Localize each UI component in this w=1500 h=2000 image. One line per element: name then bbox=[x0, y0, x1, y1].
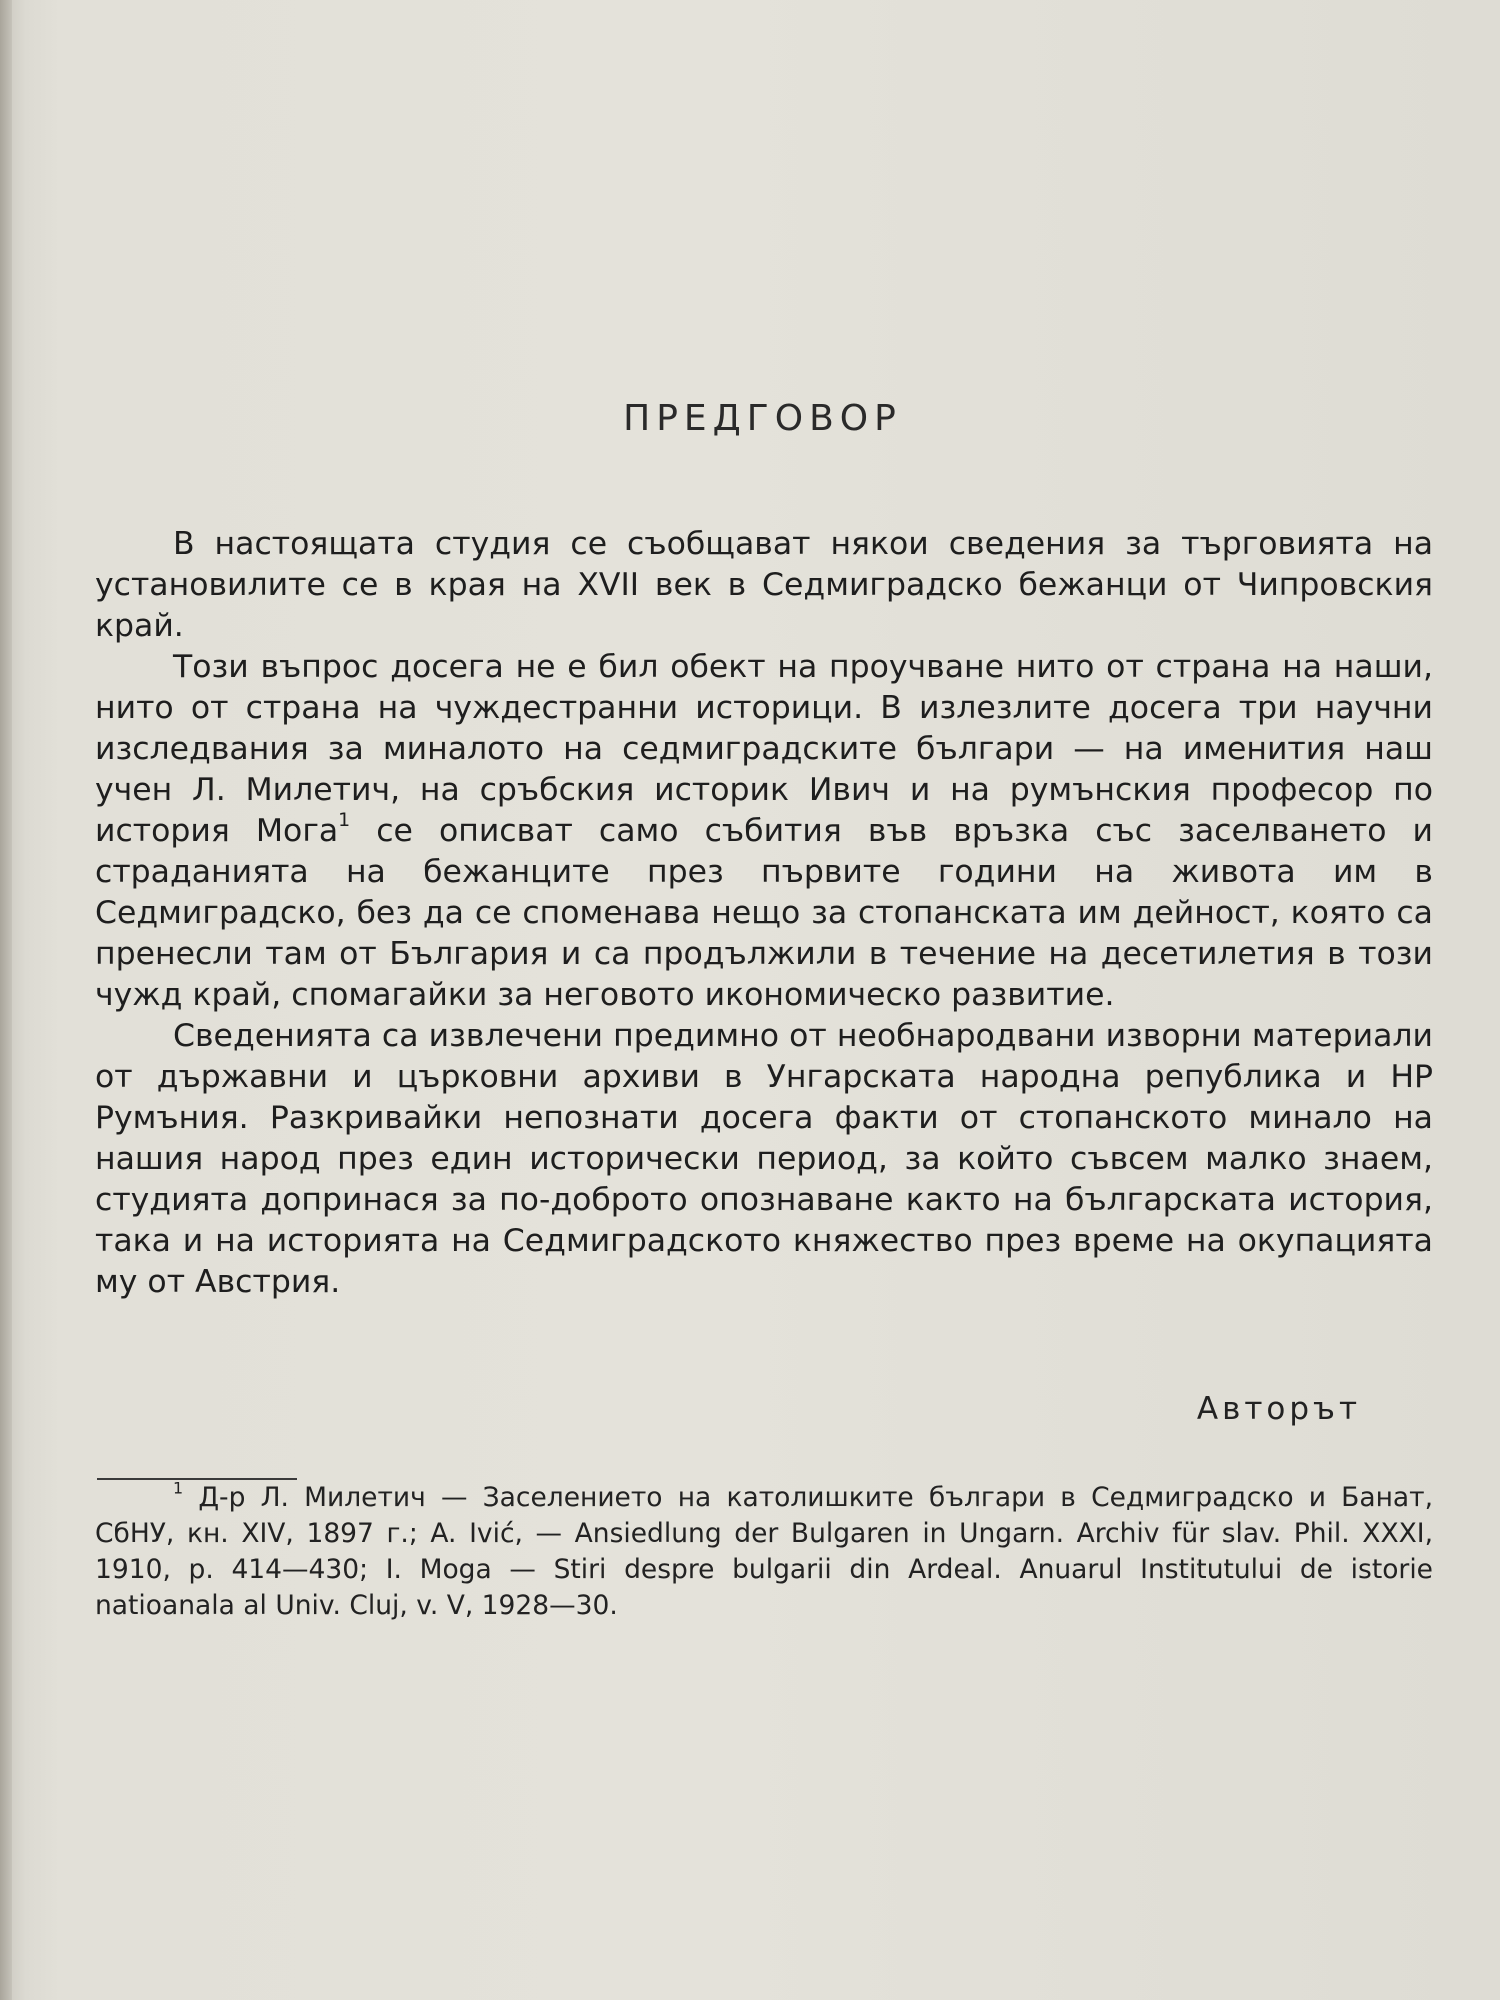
preface-body bbox=[95, 524, 1433, 1303]
paragraph-2-text-before-ref: Този въпрос досега не е бил обект на проучване нито от страна на наши, нито от страна на чуждестранни историци. В излезлите досега три научни изследвания за миналото на седмиградските българи — на именития наш учен Л. Милетич, на сръбския историк Ивич и на румънския професор по история Мога bbox=[95, 649, 1433, 849]
footnote-text: Д-р Л. Милетич — Заселението на католишките българи в Седмиградско и Банат, СбНУ, кн. XIV, 1897 г.; A. Ivić, — Ansiedlung der Bulgaren in Ungarn. Archiv für slav. Phil. XXXI, 1910, p. 414—430; I. Moga — Stiri despre bulgarii din Ardeal. Anuarul Institutului de istorie natioanala al Univ. Cluj, v. V, 1928—30. bbox=[95, 1482, 1433, 1621]
page-binding-edge bbox=[0, 0, 12, 2000]
footnote-reference: 1 bbox=[338, 808, 351, 831]
author-signature: Авторът bbox=[1196, 1391, 1361, 1427]
footnote bbox=[95, 1480, 1433, 1624]
paragraph-2 bbox=[95, 647, 1433, 1016]
page-title: ПРЕДГОВОР bbox=[623, 398, 902, 439]
paragraph-1: В настоящата студия се съобщават някои сведения за търговията на установилите се в края на XVII век в Седмиградско бежанци от Чипровския край. bbox=[95, 526, 1433, 644]
paragraph-2-text-after-ref: се описват само събития във връзка със заселването и страданията на бежанците през първите години на живота им в Седмиградско, без да се споменава нещо за стопанската им дейност, която са пренесли там от България и са продължили в течение на десетилетия в този чужд край, спомагайки за неговото икономическо развитие. bbox=[95, 813, 1433, 1013]
paragraph-3: Сведенията са извлечени предимно от необнародвани изворни материали от държавни и църковни архиви в Унгарската народна република и НР Румъния. Разкривайки непознати досега факти от стопанското минало на нашия народ през един исторически период, за който съвсем малко знаем, студията допринася за по-доброто опознаване както на българската история, така и на историята на Седмиградското княжество през време на окупацията му от Австрия. bbox=[95, 1018, 1433, 1300]
footnote-marker: 1 bbox=[173, 1478, 184, 1498]
